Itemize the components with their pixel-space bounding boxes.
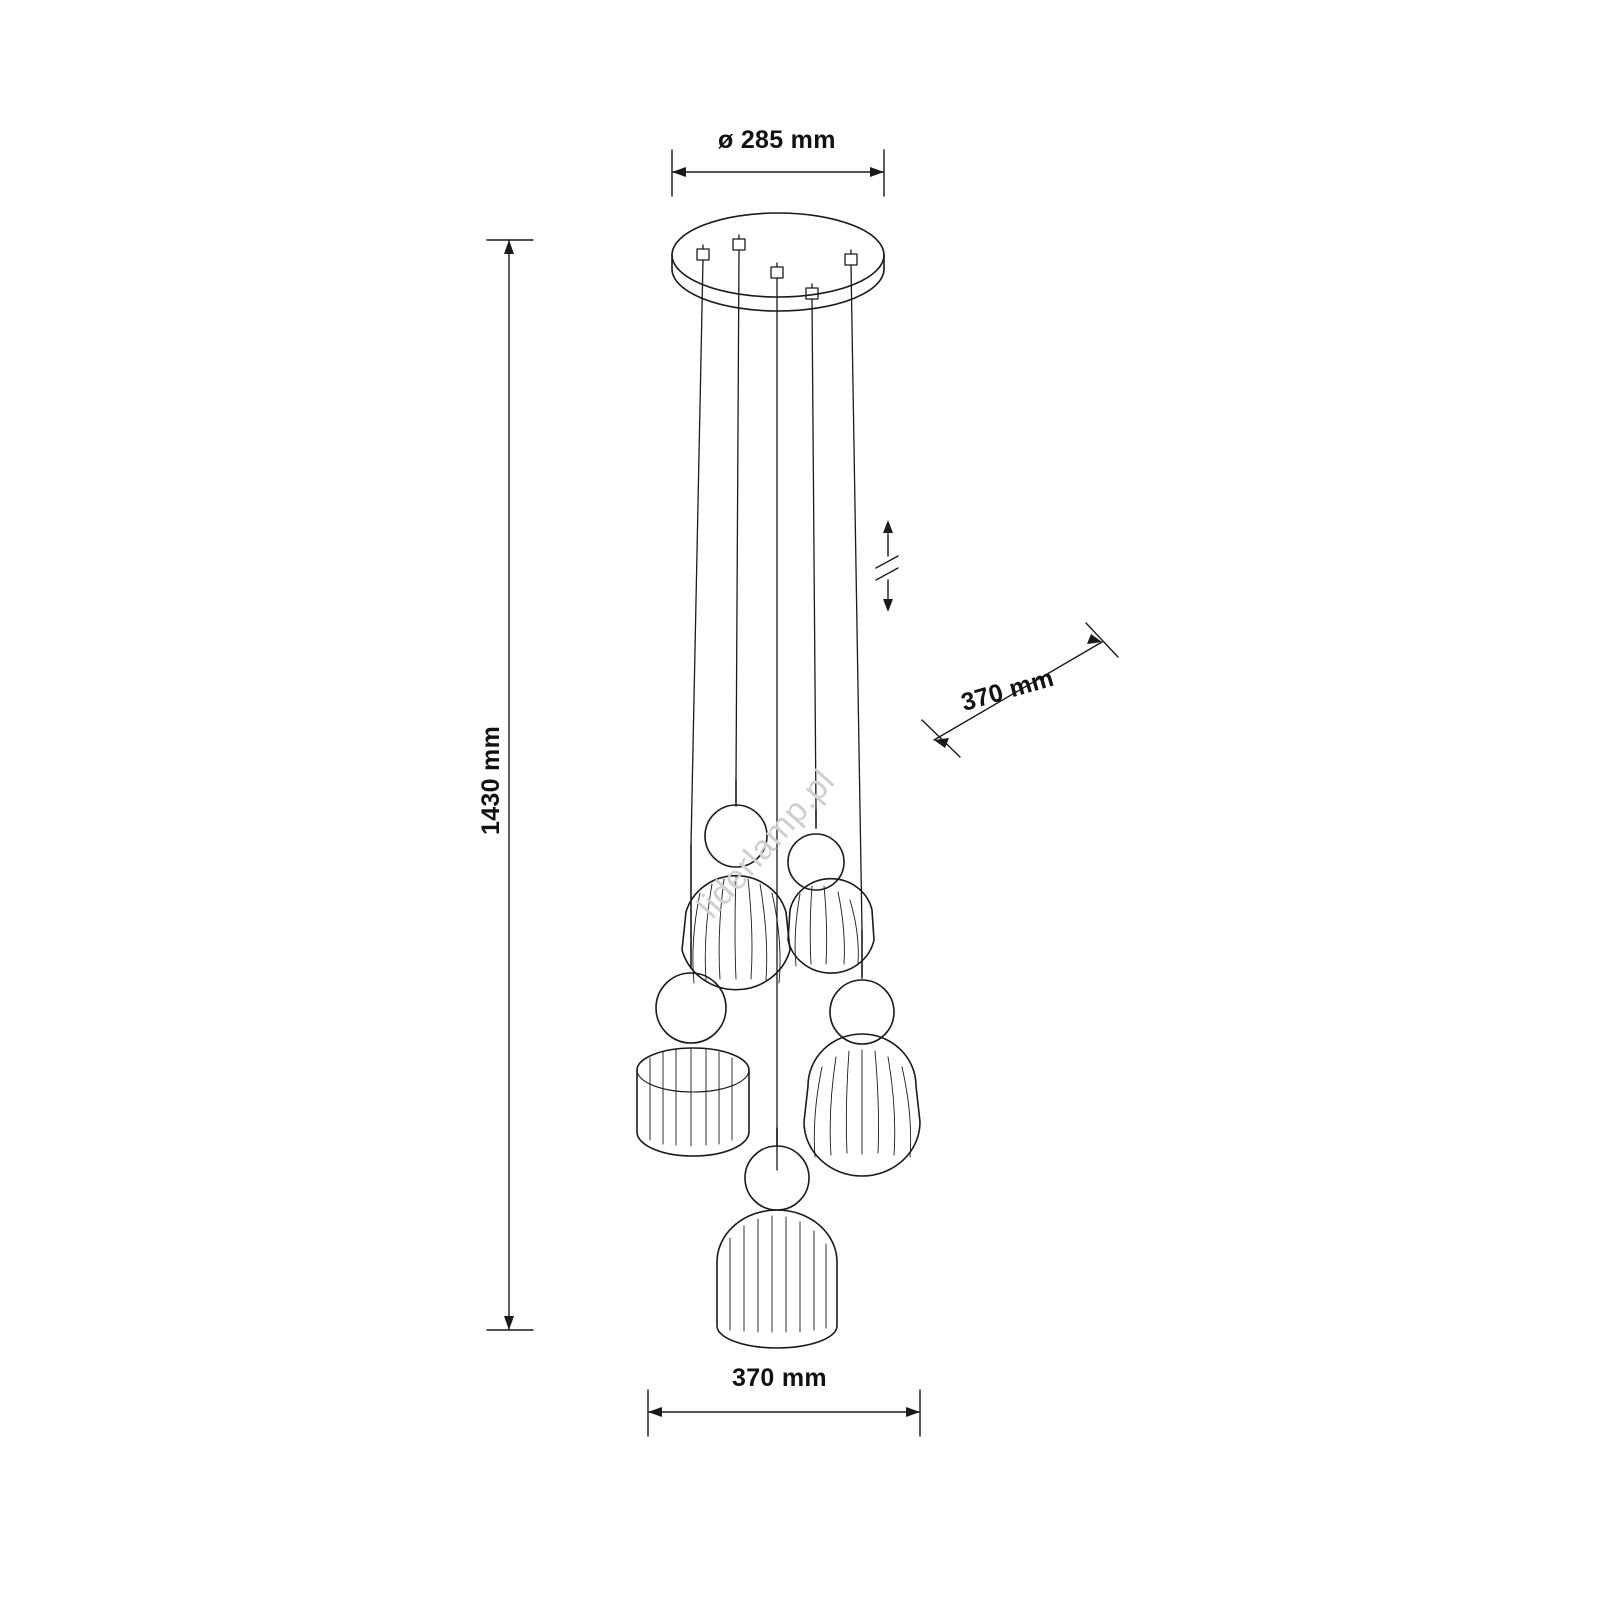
dimension-label-height: 1430 mm bbox=[477, 725, 505, 835]
canopy bbox=[672, 213, 884, 311]
adjustable-length-symbol bbox=[876, 520, 898, 612]
dimension-label-top-diameter: ø 285 mm bbox=[718, 126, 836, 154]
shade-group-mid-right bbox=[804, 930, 920, 1176]
dimension-width bbox=[648, 1390, 920, 1436]
dimension-label-depth: 370 mm bbox=[958, 663, 1057, 717]
watermark-text: liderlamp.pl bbox=[690, 761, 843, 926]
dimension-label-width: 370 mm bbox=[732, 1364, 827, 1392]
dimension-top-diameter bbox=[672, 150, 884, 196]
